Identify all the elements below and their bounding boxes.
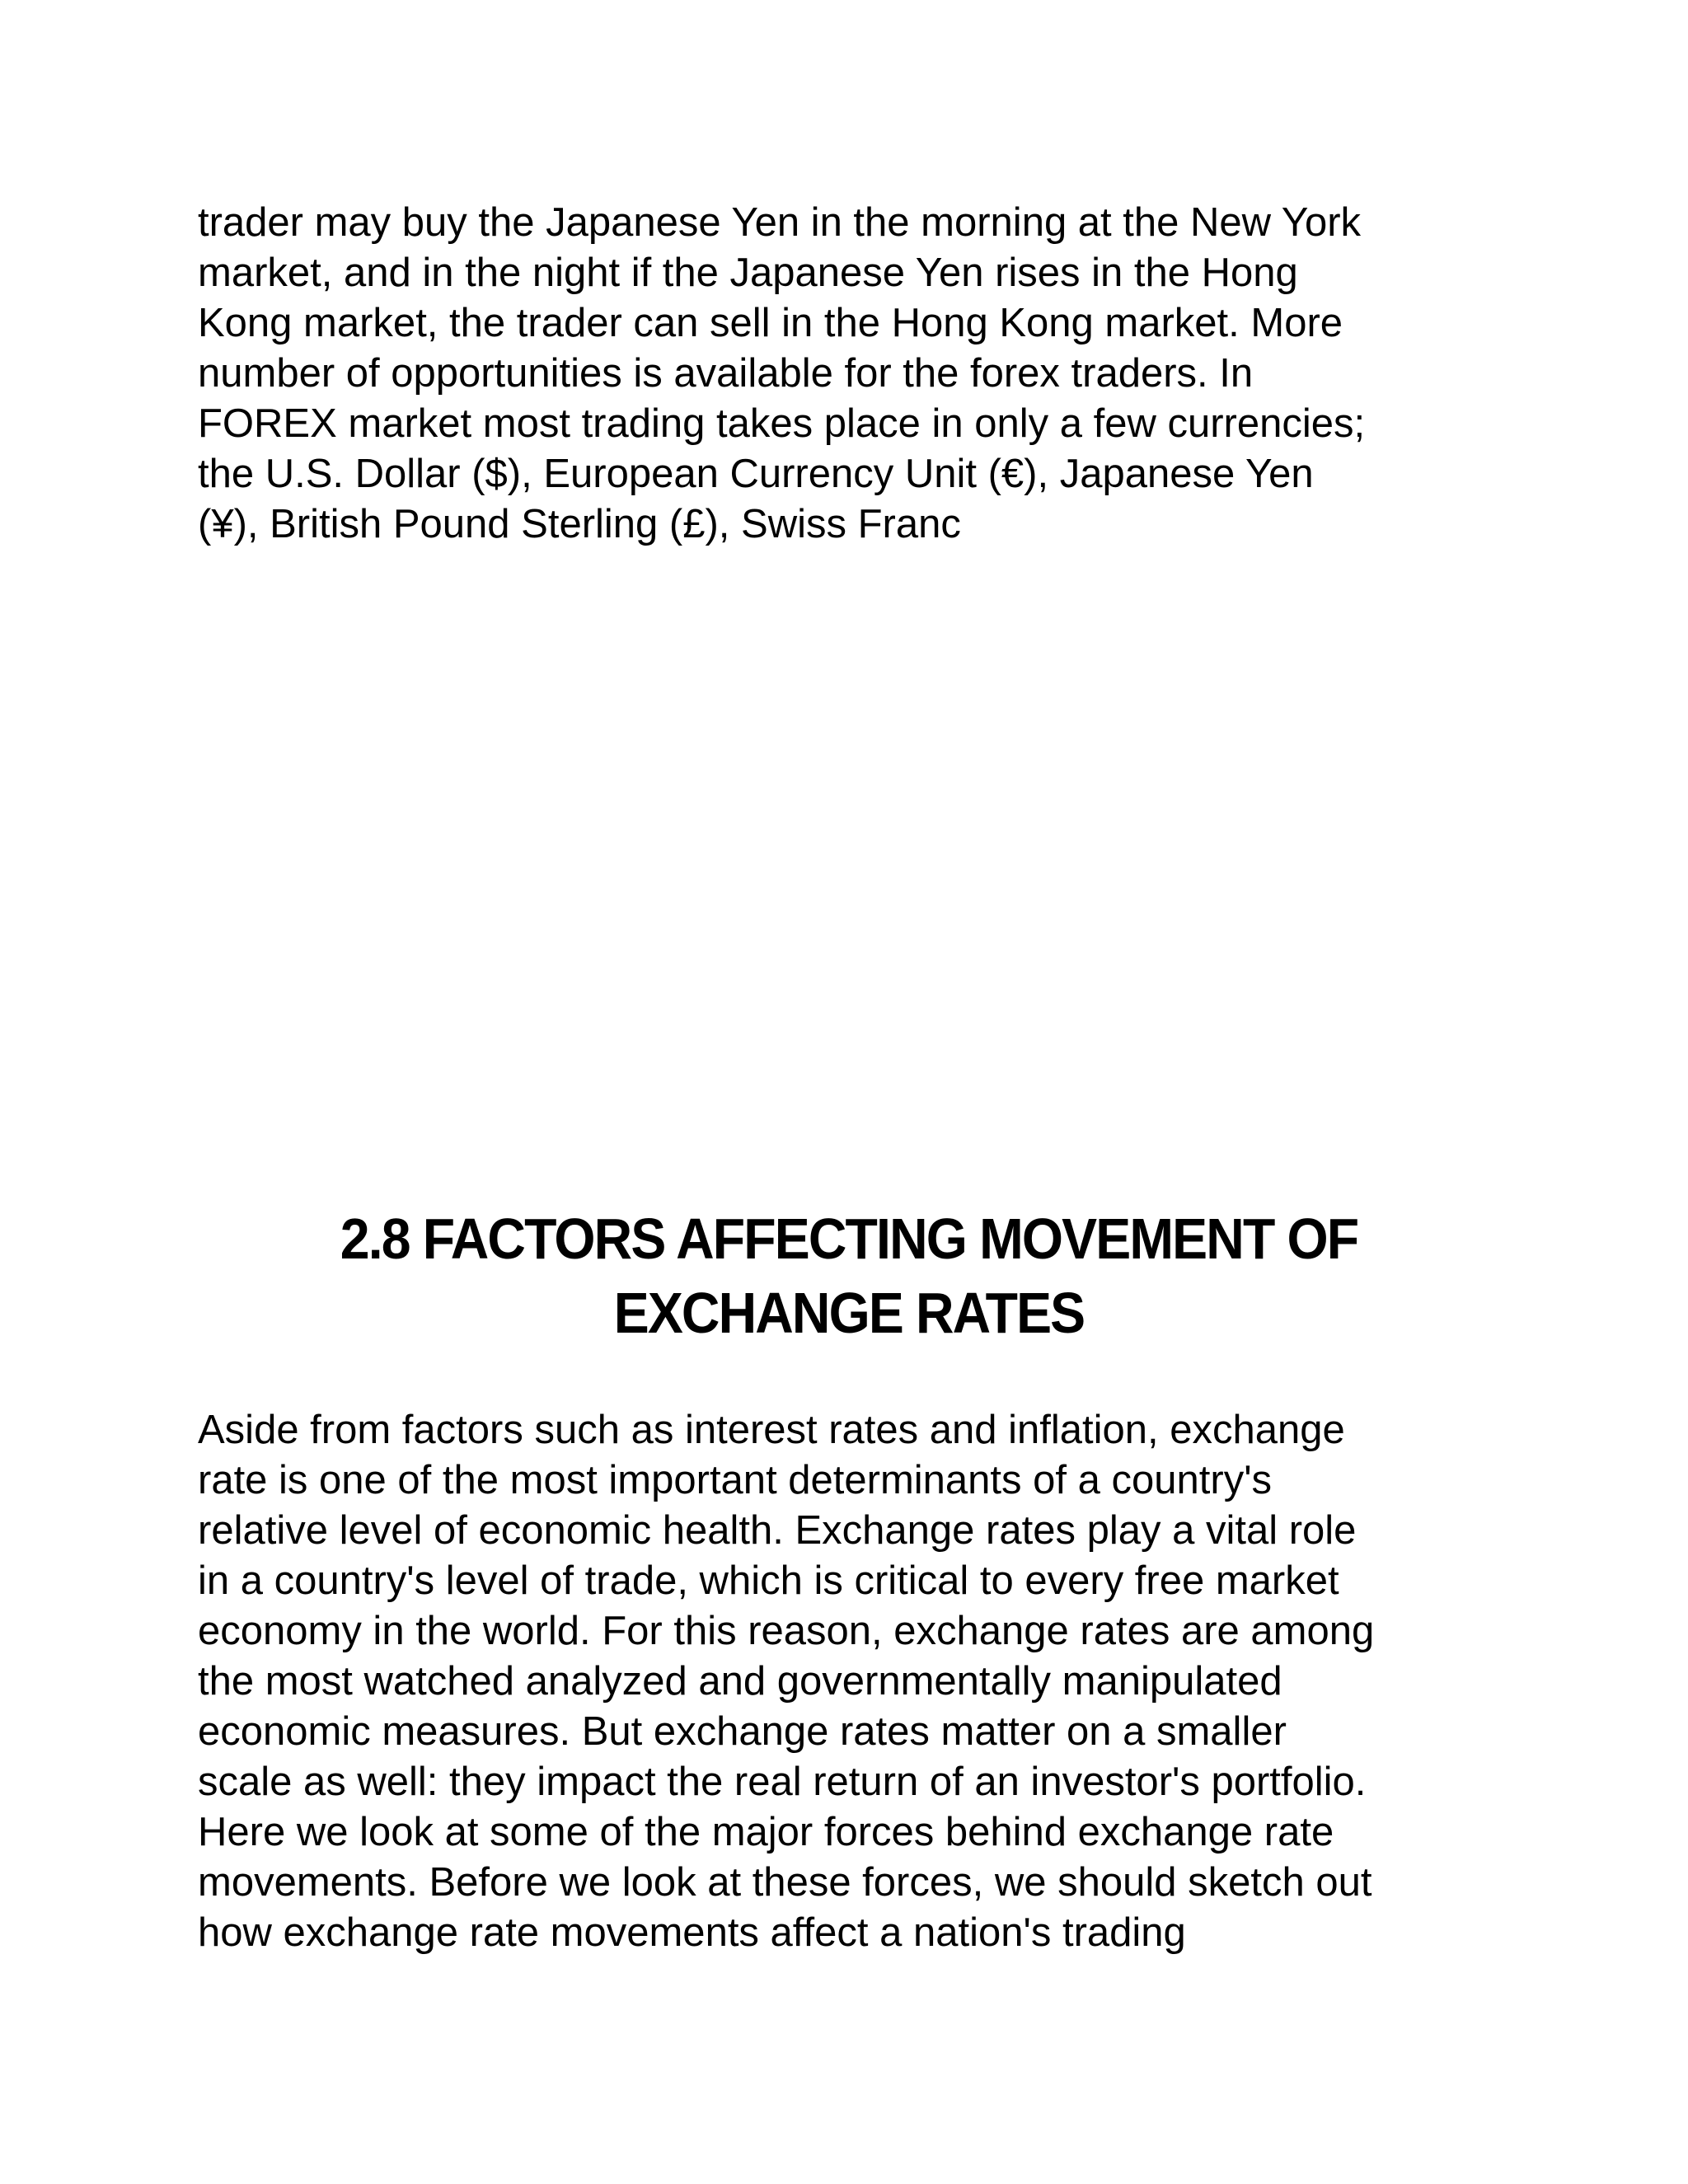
text-line: FOREX market most trading takes place in only a few currencies; [198,401,1366,446]
body-paragraph-1 [198,198,1500,550]
text-line: Aside from factors such as interest rates and inflation, exchange [198,1408,1345,1452]
text-line: the most watched analyzed and governmentally manipulated [198,1659,1282,1704]
text-line: relative level of economic health. Exchange rates play a vital role [198,1508,1357,1553]
text-line: Kong market, the trader can sell in the Hong Kong market. More [198,301,1343,345]
text-line: Here we look at some of the major forces behind exchange rate [198,1810,1334,1854]
text-line: (¥), British Pound Sterling (£), Swiss Franc [198,502,961,546]
text-line: trader may buy the Japanese Yen in the morning at the New York [198,200,1362,245]
text-line: scale as well: they impact the real return of an investor's portfolio. [198,1760,1367,1804]
text-line: movements. Before we look at these forces, we should sketch out [198,1860,1372,1905]
heading-line: EXCHANGE RATES [613,1281,1085,1345]
text-line: in a country's level of trade, which is critical to every free market [198,1558,1339,1603]
text-line: the U.S. Dollar ($), European Currency Unit (€), Japanese Yen [198,452,1314,496]
text-line: economy in the world. For this reason, exchange rates are among [198,1609,1375,1653]
text-line: economic measures. But exchange rates matter on a smaller [198,1709,1287,1754]
text-line: rate is one of the most important determinants of a country's [198,1458,1273,1502]
section-heading [250,1202,1448,1350]
text-line: market, and in the night if the Japanese Yen rises in the Hong [198,251,1298,295]
body-paragraph-2 [198,1405,1500,1958]
text-line: how exchange rate movements affect a nation's trading [198,1910,1186,1955]
text-line: number of opportunities is available for the forex traders. In [198,351,1254,396]
heading-line: 2.8 FACTORS AFFECTING MOVEMENT OF [340,1207,1358,1271]
